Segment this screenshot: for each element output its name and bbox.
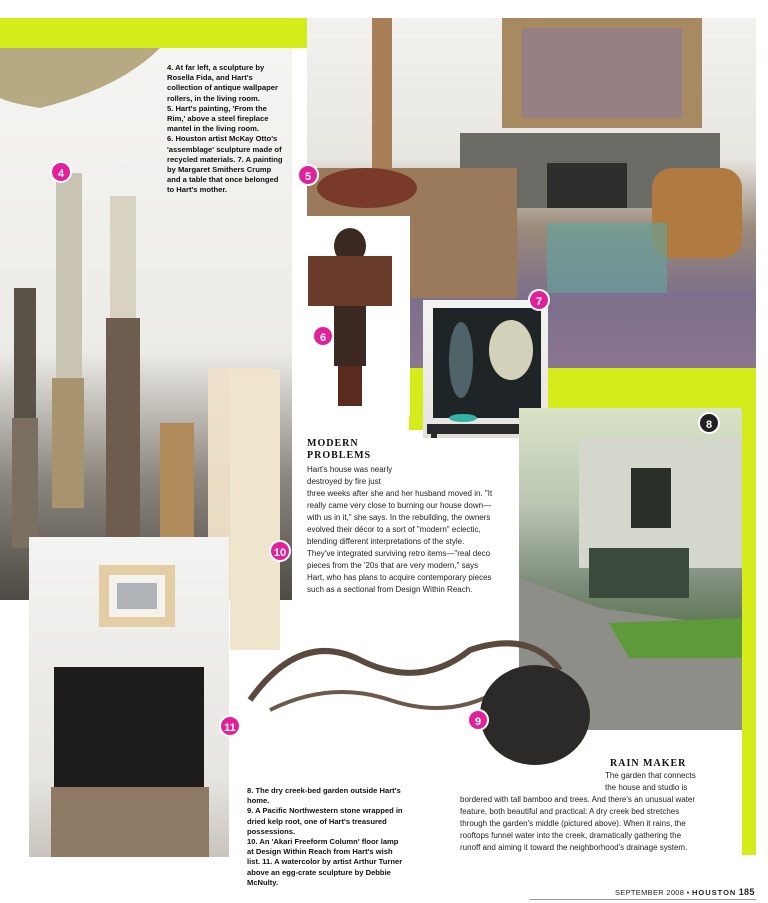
caption-5: 5. Hart's painting, 'From the Rim,' above a steel fireplace mantel in the living room.	[167, 103, 269, 134]
kelp-stone-illustration	[240, 620, 600, 770]
caption-8: 8. The dry creek-bed garden outside Hart's home.	[247, 786, 401, 806]
body-line: rooftops funnel water into the creek, dramatically gathering the	[460, 831, 682, 840]
modern-problems-block	[307, 438, 519, 608]
body-line: Hart, who has plans to acquire contemporary pieces	[307, 573, 492, 582]
caption-7: 7. A painting by Margaret Smithers Crump and a table that once belonged to Hart's mother.	[167, 154, 283, 195]
folio-magazine: HOUSTON	[691, 888, 737, 897]
heading-line-2: PROBLEMS	[307, 450, 372, 461]
caption-4: 4. At far left, a sculpture by Rosella Fida, and Hart's collection of antique wallpaper rollers, in the living room.	[167, 63, 278, 103]
marker-9: 9	[467, 709, 489, 731]
caption-6: 6. Houston artist McKay Otto's 'assemblage' sculpture made of recycled materials.	[167, 134, 282, 164]
photo-watercolor-eggcrate	[29, 537, 229, 857]
body-line: with us in it," she says. In the rebuilding, the owners	[307, 513, 491, 522]
marker-10: 10	[269, 540, 291, 562]
caption-10-11	[247, 837, 405, 888]
heading-line-1: MODERN	[307, 438, 359, 449]
body-line: runoff and aiming it toward the neighborhood's drainage system.	[460, 843, 688, 852]
body-line: feature, both beautiful and practical: A dry creek bed stretches	[460, 807, 680, 816]
caption-10: 10. An 'Akari Freeform Column' floor lamp at Design Within Reach from Hart's wish list.	[247, 837, 399, 867]
captions-bottom	[247, 786, 405, 888]
lime-accent-top	[0, 18, 307, 48]
photo-assemblage-sculpture	[292, 216, 410, 416]
body-line: The garden that connects	[605, 771, 696, 780]
marker-5: 5	[297, 164, 319, 186]
caption-11: 11. A watercolor by artist Arthur Turner above an egg-crate sculpture by Debbie McNulty.	[247, 857, 403, 887]
body-line: evolved their décor to a sort of "modern" eclectic,	[307, 525, 481, 534]
folio-rule	[530, 899, 756, 900]
body-line: bordered with tall bamboo and trees. And there's an unusual water	[460, 795, 696, 804]
marker-7: 7	[528, 289, 550, 311]
marker-4: 4	[50, 161, 72, 183]
rain-maker-body	[460, 770, 742, 854]
body-line: They've integrated surviving retro items—"real deco	[307, 549, 491, 558]
modern-problems-heading	[307, 438, 519, 462]
marker-11: 11	[219, 715, 241, 737]
rain-maker-block	[460, 758, 742, 862]
caption-6-7	[167, 134, 285, 195]
folio-date: SEPTEMBER 2008	[615, 888, 685, 897]
photo-kelp-stone	[240, 620, 600, 770]
body-line: such as a sectional from Design Within Reach.	[307, 585, 473, 594]
folio-separator: •	[686, 888, 690, 897]
rain-maker-heading: RAIN MAKER	[610, 758, 687, 769]
body-line: through the garden's middle (pictured above). When it rains, the	[460, 819, 686, 828]
body-line: destroyed by fire just	[307, 477, 381, 486]
watercolor-eggcrate-illustration	[29, 537, 229, 857]
body-line: blending different interpretations of the style.	[307, 537, 465, 546]
captions-top	[167, 63, 285, 196]
marker-6: 6	[312, 325, 334, 347]
body-line: pieces from the '20s that are very modern," says	[307, 561, 479, 570]
lime-accent-right-bar	[742, 400, 756, 855]
body-line: the house and studio is	[605, 783, 688, 792]
assemblage-illustration	[292, 216, 410, 416]
folio-page-number: 185	[738, 887, 755, 897]
body-line: Hart's house was nearly	[307, 465, 393, 474]
marker-8: 8	[698, 412, 720, 434]
page-folio	[615, 887, 755, 897]
photo-akari-lamp	[230, 370, 280, 650]
modern-problems-body	[307, 464, 519, 596]
caption-9: 9. A Pacific Northwestern stone wrapped in dried kelp root, one of Hart's treasured possessions.	[247, 806, 403, 836]
body-line: three weeks after she and her husband moved in. "It	[307, 489, 493, 498]
body-line: really came very close to burning our house down—	[307, 501, 492, 510]
